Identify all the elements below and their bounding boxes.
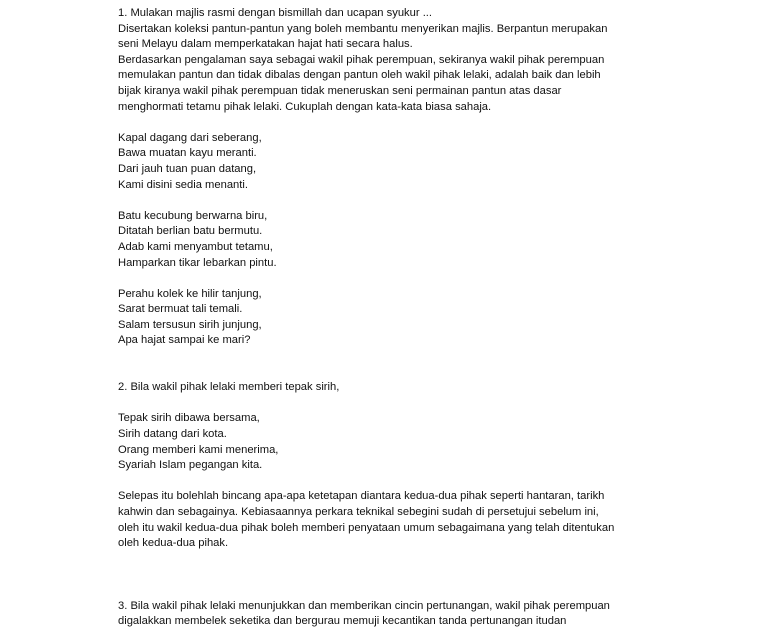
paragraph-line: kahwin dan sebagainya. Kebiasaannya perkara teknikal sebegini sudah di persetujui sebelum ini, — [118, 506, 599, 518]
advice-paragraph-line: bijak kiranya wakil pihak perempuan tidak meneruskan seni permainan pantun atas dasar — [118, 84, 562, 97]
pantun-line: Adab kami menyambut tetamu, — [118, 240, 273, 253]
section-1-heading: 1. Mulakan majlis rasmi dengan bismillah dan ucapan syukur ... — [118, 7, 433, 19]
paragraph-line: 3. Bila wakil pihak lelaki menunjukkan dan memberikan cincin pertunangan, wakil pihak perempuan — [118, 599, 610, 612]
spacer — [118, 115, 658, 131]
pantun-line: Dari jauh tuan puan datang, — [118, 162, 257, 175]
pantun-line: Orang memberi kami menerima, — [118, 443, 279, 456]
pantun-line: Perahu kolek ke hilir tanjung, — [118, 287, 262, 300]
advice-paragraph-line: Berdasarkan pengalaman saya sebagai wakil pihak perempuan, sekiranya wakil pihak perempuan — [118, 53, 605, 66]
pantun-line: Sarat bermuat tali temali. — [118, 303, 243, 316]
advice-paragraph-line: memulakan pantun dan tidak dibalas dengan pantun oleh wakil pihak lelaki, adalah baik dan lebih — [118, 69, 601, 82]
paragraph-line: digalakkan membelek seketika dan bergurau memuji kecantikan tanda pertunangan itudan — [118, 615, 567, 628]
spacer — [118, 552, 658, 599]
pantun-line: Bawa muatan kayu meranti. — [118, 147, 257, 160]
pantun-line: Kami disini sedia menanti. — [118, 178, 248, 191]
spacer — [118, 349, 658, 380]
paragraph-line: Selepas itu bolehlah bincang apa-apa ketetapan diantara kedua-dua pihak seperti hantaran, tarikh — [118, 490, 605, 503]
pantun-line: Kapal dagang dari seberang, — [118, 131, 262, 144]
section-3-paragraph — [118, 599, 658, 630]
pantun-stanza-1 — [118, 131, 658, 193]
intro-paragraph-line: Disertakan koleksi pantun-pantun yang boleh membantu menyerikan majlis. Berpantun merupakan — [118, 22, 608, 35]
pantun-line: Tepak sirih dibawa bersama, — [118, 412, 260, 425]
pantun-line: Syariah Islam pegangan kita. — [118, 459, 263, 472]
spacer — [118, 271, 658, 287]
spacer — [118, 474, 658, 490]
pantun-line: Salam tersusun sirih junjung, — [118, 318, 262, 331]
pantun-line: Batu kecubung berwarna biru, — [118, 209, 268, 222]
pantun-stanza-4 — [118, 411, 658, 473]
pantun-stanza-2 — [118, 209, 658, 271]
intro-paragraph-line: seni Melayu dalam memperkatakan hajat hati secara halus. — [118, 38, 413, 51]
section-2-heading: 2. Bila wakil pihak lelaki memberi tepak sirih, — [118, 381, 340, 394]
pantun-line: Ditatah berlian batu bermutu. — [118, 225, 263, 238]
pantun-line: Apa hajat sampai ke mari? — [118, 334, 251, 347]
paragraph-line: oleh itu wakil kedua-dua pihak boleh memberi penyataan umum sebagaimana yang telah ditentukan — [118, 521, 615, 534]
advice-paragraph-line: menghormati tetamu pihak lelaki. Cukuplah dengan kata-kata biasa sahaja. — [118, 100, 492, 113]
pantun-stanza-3 — [118, 287, 658, 349]
spacer — [118, 193, 658, 209]
paragraph-line: oleh kedua-dua pihak. — [118, 537, 229, 550]
pantun-line: Hamparkan tikar lebarkan pintu. — [118, 256, 277, 269]
spacer — [118, 396, 658, 412]
section-2-paragraph — [118, 489, 658, 551]
document-page — [118, 6, 658, 630]
pantun-line: Sirih datang dari kota. — [118, 428, 227, 441]
